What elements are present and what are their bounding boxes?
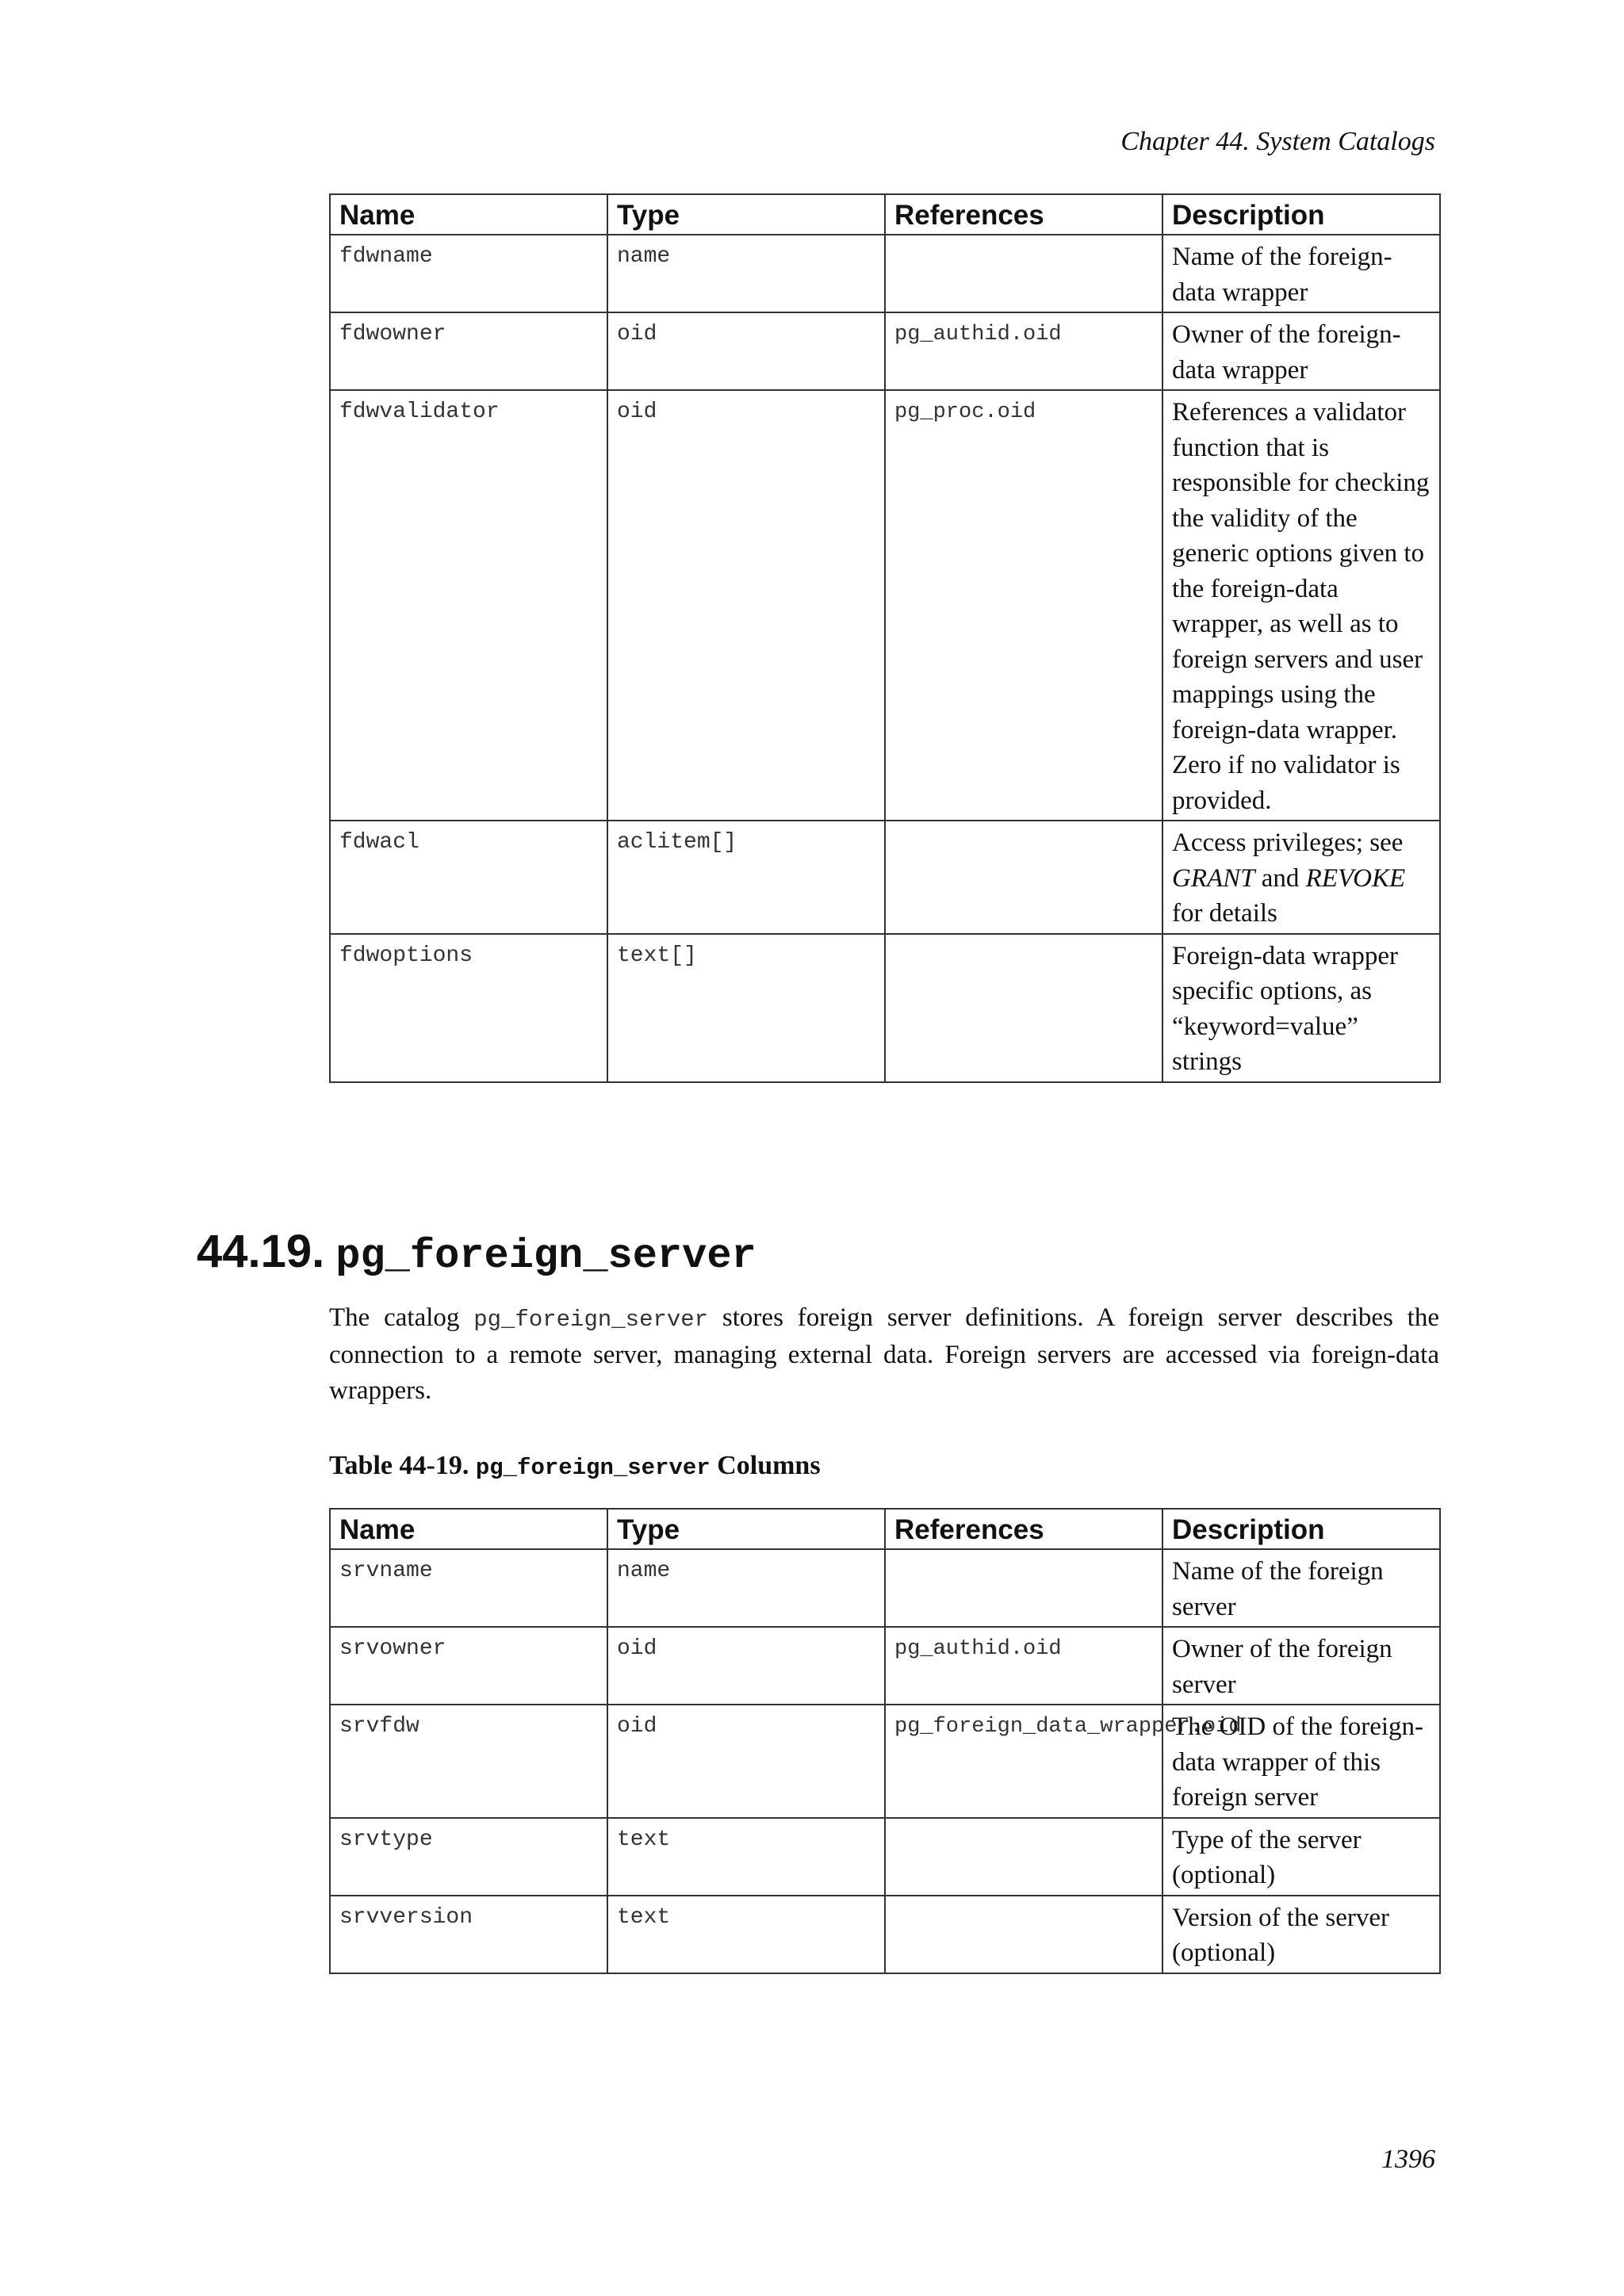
column-name-cell: fdwowner [330,312,607,390]
column-type-cell: text [607,1818,885,1896]
column-header-references: References [885,1509,1162,1549]
column-description-cell: Version of the server (optional) [1162,1896,1440,1973]
fdw-columns-table [329,193,1441,1083]
column-type-cell: text [607,1896,885,1973]
table-row [330,1549,1440,1627]
column-references-cell [885,1549,1162,1627]
column-description-cell: Type of the server (optional) [1162,1818,1440,1896]
table-header-row [330,1509,1440,1549]
caption-suffix: Columns [710,1451,821,1480]
intro-paragraph [329,1300,1439,1409]
column-type-cell: oid [607,312,885,390]
column-name-cell: fdwacl [330,821,607,934]
column-type-cell: text[] [607,934,885,1082]
table-row [330,235,1440,312]
column-header-type: Type [607,1509,885,1549]
table-row [330,390,1440,821]
column-name-cell: fdwname [330,235,607,312]
column-name-cell: srvfdw [330,1705,607,1818]
column-type-cell: oid [607,1627,885,1705]
description-text: for details [1172,899,1277,928]
description-text: and [1254,863,1306,893]
column-name-cell: srvname [330,1549,607,1627]
intro-text: stores foreign server definitions. A foreign server describes the connection to a remote server, managing external data. Foreign servers are accessed via foreign-data wrappers. [329,1303,1439,1405]
column-header-references: References [885,194,1162,235]
table-row [330,1818,1440,1896]
column-name-cell: srvowner [330,1627,607,1705]
table-header-row [330,194,1440,235]
column-description-cell: References a validator function that is responsible for checking the validity of the generic options given to the foreign-data wrapper, as well as to foreign servers and user mappings using the foreign-data wrapper. Zero if no validator is provided. [1162,390,1440,821]
table-row [330,934,1440,1082]
caption-prefix: Table 44-19. [329,1451,476,1480]
column-header-description: Description [1162,194,1440,235]
column-description-cell: Name of the foreign-data wrapper [1162,235,1440,312]
column-type-cell: oid [607,1705,885,1818]
column-description-cell: Name of the foreign server [1162,1549,1440,1627]
intro-text: The catalog [329,1303,474,1332]
column-references-cell: pg_proc.oid [885,390,1162,821]
column-header-name: Name [330,1509,607,1549]
intro-catalog-name: pg_foreign_server [473,1307,709,1333]
table-row [330,312,1440,390]
column-name-cell: srvversion [330,1896,607,1973]
column-type-cell: name [607,1549,885,1627]
caption-catalog-name: pg_foreign_server [475,1455,710,1481]
section-number: 44.19. [197,1226,325,1277]
column-type-cell: oid [607,390,885,821]
column-references-cell [885,1896,1162,1973]
page-number: 1396 [1381,2145,1435,2174]
column-description-cell: Owner of the foreign-data wrapper [1162,312,1440,390]
column-references-cell [885,1818,1162,1896]
grant-command-ref: GRANT [1172,863,1255,893]
table-row [330,1705,1440,1818]
table-caption [329,1451,821,1481]
foreign-server-columns-table [329,1508,1441,1974]
description-text: Access privileges; see [1172,828,1404,857]
column-type-cell: aclitem[] [607,821,885,934]
table-row [330,1896,1440,1973]
column-description-cell: Foreign-data wrapper specific options, as “keyword=value” strings [1162,934,1440,1082]
table-row [330,1627,1440,1705]
column-references-cell [885,235,1162,312]
revoke-command-ref: REVOKE [1305,863,1406,893]
column-header-description: Description [1162,1509,1440,1549]
column-description-cell [1162,821,1440,934]
column-references-cell: pg_foreign_data_wrapper.oid [885,1705,1162,1818]
table-row [330,821,1440,934]
column-name-cell: fdwoptions [330,934,607,1082]
column-description-cell: Owner of the foreign server [1162,1627,1440,1705]
running-header: Chapter 44. System Catalogs [1120,127,1435,156]
column-name-cell: srvtype [330,1818,607,1896]
column-header-type: Type [607,194,885,235]
column-header-name: Name [330,194,607,235]
column-references-cell [885,934,1162,1082]
column-type-cell: name [607,235,885,312]
column-references-cell: pg_authid.oid [885,1627,1162,1705]
column-references-cell: pg_authid.oid [885,312,1162,390]
column-references-cell [885,821,1162,934]
section-heading [197,1225,756,1280]
column-description-cell: The OID of the foreign-data wrapper of this foreign server [1162,1705,1440,1818]
section-title: pg_foreign_server [335,1233,756,1280]
column-name-cell: fdwvalidator [330,390,607,821]
